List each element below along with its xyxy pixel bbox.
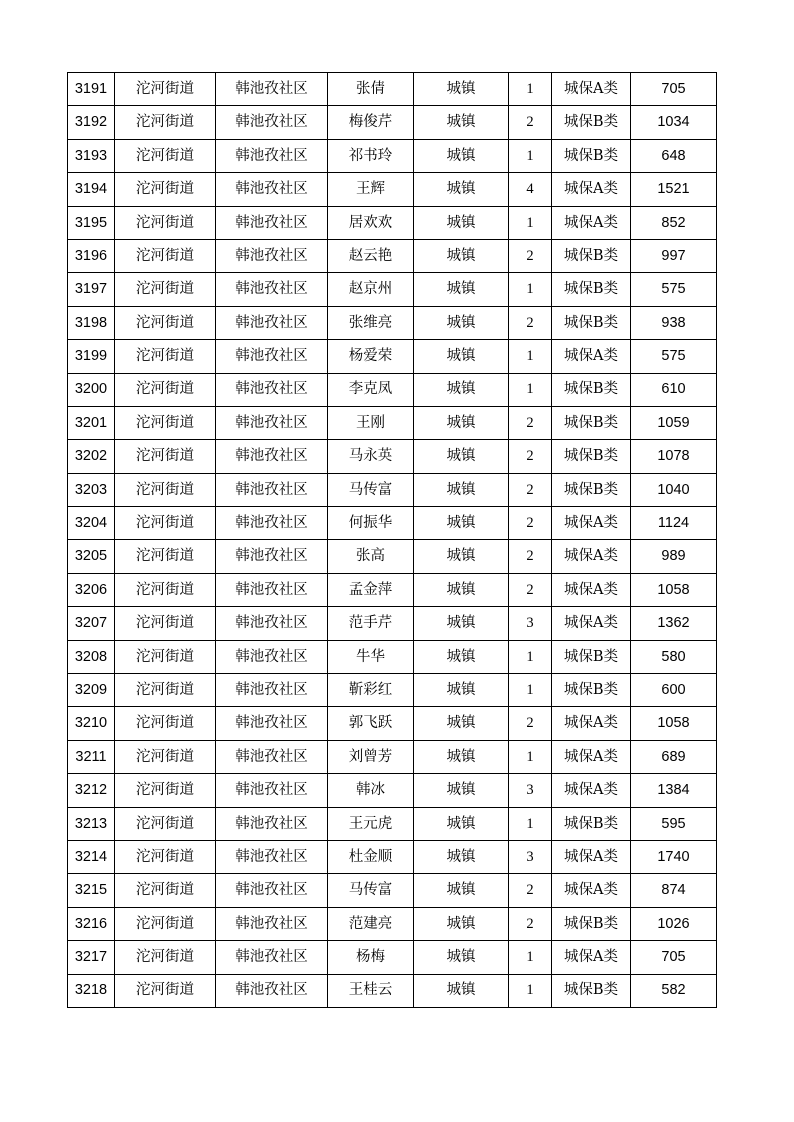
community-cell: 韩池孜社区 bbox=[216, 840, 328, 873]
community-cell: 韩池孜社区 bbox=[216, 273, 328, 306]
category-cell: 城保B类 bbox=[552, 239, 631, 272]
category-cell: 城保A类 bbox=[552, 840, 631, 873]
street-cell: 沱河街道 bbox=[115, 273, 216, 306]
amount-cell: 1078 bbox=[631, 440, 717, 473]
person-name-cell: 何振华 bbox=[328, 507, 414, 540]
record-id-cell: 3198 bbox=[68, 306, 115, 339]
table-row bbox=[68, 573, 717, 606]
community-cell: 韩池孜社区 bbox=[216, 740, 328, 773]
community-cell: 韩池孜社区 bbox=[216, 974, 328, 1007]
category-cell: 城保A类 bbox=[552, 540, 631, 573]
category-cell: 城保A类 bbox=[552, 206, 631, 239]
street-cell: 沱河街道 bbox=[115, 507, 216, 540]
community-cell: 韩池孜社区 bbox=[216, 507, 328, 540]
community-cell: 韩池孜社区 bbox=[216, 874, 328, 907]
street-cell: 沱河街道 bbox=[115, 573, 216, 606]
record-id-cell: 3193 bbox=[68, 139, 115, 172]
community-cell: 韩池孜社区 bbox=[216, 106, 328, 139]
street-cell: 沱河街道 bbox=[115, 540, 216, 573]
person-name-cell: 牛华 bbox=[328, 640, 414, 673]
household-size-cell: 1 bbox=[509, 373, 552, 406]
table-row bbox=[68, 674, 717, 707]
category-cell: 城保A类 bbox=[552, 941, 631, 974]
table-row bbox=[68, 807, 717, 840]
area-type-cell: 城镇 bbox=[414, 707, 509, 740]
area-type-cell: 城镇 bbox=[414, 607, 509, 640]
street-cell: 沱河街道 bbox=[115, 774, 216, 807]
amount-cell: 595 bbox=[631, 807, 717, 840]
record-id-cell: 3202 bbox=[68, 440, 115, 473]
category-cell: 城保A类 bbox=[552, 73, 631, 106]
category-cell: 城保B类 bbox=[552, 406, 631, 439]
category-cell: 城保A类 bbox=[552, 774, 631, 807]
amount-cell: 705 bbox=[631, 941, 717, 974]
table-row bbox=[68, 273, 717, 306]
record-id-cell: 3201 bbox=[68, 406, 115, 439]
community-cell: 韩池孜社区 bbox=[216, 340, 328, 373]
area-type-cell: 城镇 bbox=[414, 573, 509, 606]
community-cell: 韩池孜社区 bbox=[216, 941, 328, 974]
record-id-cell: 3211 bbox=[68, 740, 115, 773]
area-type-cell: 城镇 bbox=[414, 907, 509, 940]
community-cell: 韩池孜社区 bbox=[216, 206, 328, 239]
household-size-cell: 2 bbox=[509, 573, 552, 606]
person-name-cell: 马传富 bbox=[328, 874, 414, 907]
area-type-cell: 城镇 bbox=[414, 273, 509, 306]
area-type-cell: 城镇 bbox=[414, 106, 509, 139]
category-cell: 城保B类 bbox=[552, 106, 631, 139]
record-id-cell: 3209 bbox=[68, 674, 115, 707]
amount-cell: 1124 bbox=[631, 507, 717, 540]
household-size-cell: 1 bbox=[509, 206, 552, 239]
category-cell: 城保B类 bbox=[552, 974, 631, 1007]
record-id-cell: 3200 bbox=[68, 373, 115, 406]
street-cell: 沱河街道 bbox=[115, 139, 216, 172]
person-name-cell: 赵京州 bbox=[328, 273, 414, 306]
household-size-cell: 2 bbox=[509, 540, 552, 573]
area-type-cell: 城镇 bbox=[414, 306, 509, 339]
street-cell: 沱河街道 bbox=[115, 640, 216, 673]
household-size-cell: 3 bbox=[509, 840, 552, 873]
street-cell: 沱河街道 bbox=[115, 807, 216, 840]
person-name-cell: 赵云艳 bbox=[328, 239, 414, 272]
category-cell: 城保A类 bbox=[552, 707, 631, 740]
community-cell: 韩池孜社区 bbox=[216, 73, 328, 106]
household-size-cell: 1 bbox=[509, 640, 552, 673]
record-id-cell: 3205 bbox=[68, 540, 115, 573]
record-id-cell: 3192 bbox=[68, 106, 115, 139]
area-type-cell: 城镇 bbox=[414, 507, 509, 540]
table-row bbox=[68, 206, 717, 239]
community-cell: 韩池孜社区 bbox=[216, 774, 328, 807]
amount-cell: 1059 bbox=[631, 406, 717, 439]
household-size-cell: 1 bbox=[509, 273, 552, 306]
amount-cell: 1521 bbox=[631, 173, 717, 206]
community-cell: 韩池孜社区 bbox=[216, 473, 328, 506]
area-type-cell: 城镇 bbox=[414, 239, 509, 272]
area-type-cell: 城镇 bbox=[414, 874, 509, 907]
area-type-cell: 城镇 bbox=[414, 674, 509, 707]
record-id-cell: 3206 bbox=[68, 573, 115, 606]
street-cell: 沱河街道 bbox=[115, 440, 216, 473]
table-row bbox=[68, 540, 717, 573]
amount-cell: 1384 bbox=[631, 774, 717, 807]
household-size-cell: 1 bbox=[509, 941, 552, 974]
category-cell: 城保B类 bbox=[552, 807, 631, 840]
area-type-cell: 城镇 bbox=[414, 774, 509, 807]
amount-cell: 1362 bbox=[631, 607, 717, 640]
table-row bbox=[68, 139, 717, 172]
household-size-cell: 3 bbox=[509, 607, 552, 640]
record-id-cell: 3217 bbox=[68, 941, 115, 974]
record-id-cell: 3216 bbox=[68, 907, 115, 940]
household-size-cell: 2 bbox=[509, 106, 552, 139]
person-name-cell: 王辉 bbox=[328, 173, 414, 206]
table-row bbox=[68, 473, 717, 506]
street-cell: 沱河街道 bbox=[115, 740, 216, 773]
table-row bbox=[68, 974, 717, 1007]
area-type-cell: 城镇 bbox=[414, 941, 509, 974]
community-cell: 韩池孜社区 bbox=[216, 306, 328, 339]
street-cell: 沱河街道 bbox=[115, 406, 216, 439]
community-cell: 韩池孜社区 bbox=[216, 573, 328, 606]
street-cell: 沱河街道 bbox=[115, 239, 216, 272]
household-size-cell: 2 bbox=[509, 440, 552, 473]
area-type-cell: 城镇 bbox=[414, 206, 509, 239]
community-cell: 韩池孜社区 bbox=[216, 139, 328, 172]
category-cell: 城保B类 bbox=[552, 139, 631, 172]
household-size-cell: 2 bbox=[509, 306, 552, 339]
household-size-cell: 2 bbox=[509, 406, 552, 439]
category-cell: 城保A类 bbox=[552, 607, 631, 640]
category-cell: 城保A类 bbox=[552, 507, 631, 540]
person-name-cell: 孟金萍 bbox=[328, 573, 414, 606]
area-type-cell: 城镇 bbox=[414, 540, 509, 573]
category-cell: 城保B类 bbox=[552, 907, 631, 940]
household-size-cell: 2 bbox=[509, 874, 552, 907]
community-cell: 韩池孜社区 bbox=[216, 173, 328, 206]
area-type-cell: 城镇 bbox=[414, 840, 509, 873]
table-row bbox=[68, 740, 717, 773]
person-name-cell: 王桂云 bbox=[328, 974, 414, 1007]
table-row bbox=[68, 707, 717, 740]
area-type-cell: 城镇 bbox=[414, 373, 509, 406]
record-id-cell: 3203 bbox=[68, 473, 115, 506]
table-row bbox=[68, 173, 717, 206]
amount-cell: 1058 bbox=[631, 707, 717, 740]
person-name-cell: 张倩 bbox=[328, 73, 414, 106]
category-cell: 城保A类 bbox=[552, 874, 631, 907]
table-row bbox=[68, 640, 717, 673]
household-size-cell: 2 bbox=[509, 507, 552, 540]
table-row bbox=[68, 73, 717, 106]
table-row bbox=[68, 874, 717, 907]
record-id-cell: 3191 bbox=[68, 73, 115, 106]
category-cell: 城保B类 bbox=[552, 306, 631, 339]
person-name-cell: 王元虎 bbox=[328, 807, 414, 840]
amount-cell: 874 bbox=[631, 874, 717, 907]
record-id-cell: 3204 bbox=[68, 507, 115, 540]
community-cell: 韩池孜社区 bbox=[216, 540, 328, 573]
street-cell: 沱河街道 bbox=[115, 306, 216, 339]
category-cell: 城保B类 bbox=[552, 373, 631, 406]
area-type-cell: 城镇 bbox=[414, 473, 509, 506]
area-type-cell: 城镇 bbox=[414, 340, 509, 373]
street-cell: 沱河街道 bbox=[115, 674, 216, 707]
person-name-cell: 祁书玲 bbox=[328, 139, 414, 172]
area-type-cell: 城镇 bbox=[414, 73, 509, 106]
category-cell: 城保B类 bbox=[552, 674, 631, 707]
area-type-cell: 城镇 bbox=[414, 740, 509, 773]
person-name-cell: 杜金顺 bbox=[328, 840, 414, 873]
record-id-cell: 3208 bbox=[68, 640, 115, 673]
community-cell: 韩池孜社区 bbox=[216, 406, 328, 439]
amount-cell: 997 bbox=[631, 239, 717, 272]
record-id-cell: 3195 bbox=[68, 206, 115, 239]
record-id-cell: 3196 bbox=[68, 239, 115, 272]
amount-cell: 689 bbox=[631, 740, 717, 773]
household-size-cell: 4 bbox=[509, 173, 552, 206]
household-size-cell: 2 bbox=[509, 907, 552, 940]
household-size-cell: 1 bbox=[509, 674, 552, 707]
person-name-cell: 马传富 bbox=[328, 473, 414, 506]
record-id-cell: 3207 bbox=[68, 607, 115, 640]
person-name-cell: 范建亮 bbox=[328, 907, 414, 940]
community-cell: 韩池孜社区 bbox=[216, 607, 328, 640]
person-name-cell: 刘曾芳 bbox=[328, 740, 414, 773]
record-id-cell: 3197 bbox=[68, 273, 115, 306]
person-name-cell: 郭飞跃 bbox=[328, 707, 414, 740]
household-size-cell: 1 bbox=[509, 807, 552, 840]
table-row bbox=[68, 507, 717, 540]
roster-table bbox=[67, 72, 717, 1008]
community-cell: 韩池孜社区 bbox=[216, 707, 328, 740]
amount-cell: 1026 bbox=[631, 907, 717, 940]
street-cell: 沱河街道 bbox=[115, 106, 216, 139]
person-name-cell: 梅俊芹 bbox=[328, 106, 414, 139]
household-size-cell: 1 bbox=[509, 139, 552, 172]
category-cell: 城保B类 bbox=[552, 273, 631, 306]
table-row bbox=[68, 406, 717, 439]
household-size-cell: 3 bbox=[509, 774, 552, 807]
community-cell: 韩池孜社区 bbox=[216, 239, 328, 272]
person-name-cell: 靳彩红 bbox=[328, 674, 414, 707]
household-size-cell: 2 bbox=[509, 473, 552, 506]
community-cell: 韩池孜社区 bbox=[216, 440, 328, 473]
area-type-cell: 城镇 bbox=[414, 406, 509, 439]
household-size-cell: 1 bbox=[509, 340, 552, 373]
record-id-cell: 3214 bbox=[68, 840, 115, 873]
amount-cell: 648 bbox=[631, 139, 717, 172]
amount-cell: 582 bbox=[631, 974, 717, 1007]
area-type-cell: 城镇 bbox=[414, 440, 509, 473]
record-id-cell: 3218 bbox=[68, 974, 115, 1007]
record-id-cell: 3199 bbox=[68, 340, 115, 373]
table-row bbox=[68, 941, 717, 974]
amount-cell: 610 bbox=[631, 373, 717, 406]
street-cell: 沱河街道 bbox=[115, 340, 216, 373]
household-size-cell: 2 bbox=[509, 707, 552, 740]
amount-cell: 580 bbox=[631, 640, 717, 673]
amount-cell: 705 bbox=[631, 73, 717, 106]
table-row bbox=[68, 239, 717, 272]
household-size-cell: 1 bbox=[509, 740, 552, 773]
person-name-cell: 马永英 bbox=[328, 440, 414, 473]
street-cell: 沱河街道 bbox=[115, 874, 216, 907]
area-type-cell: 城镇 bbox=[414, 640, 509, 673]
community-cell: 韩池孜社区 bbox=[216, 373, 328, 406]
amount-cell: 1034 bbox=[631, 106, 717, 139]
household-size-cell: 1 bbox=[509, 73, 552, 106]
household-size-cell: 2 bbox=[509, 239, 552, 272]
street-cell: 沱河街道 bbox=[115, 941, 216, 974]
community-cell: 韩池孜社区 bbox=[216, 640, 328, 673]
community-cell: 韩池孜社区 bbox=[216, 907, 328, 940]
street-cell: 沱河街道 bbox=[115, 607, 216, 640]
person-name-cell: 范手芹 bbox=[328, 607, 414, 640]
table-row bbox=[68, 106, 717, 139]
area-type-cell: 城镇 bbox=[414, 139, 509, 172]
person-name-cell: 张高 bbox=[328, 540, 414, 573]
category-cell: 城保A类 bbox=[552, 573, 631, 606]
community-cell: 韩池孜社区 bbox=[216, 807, 328, 840]
table-row bbox=[68, 774, 717, 807]
record-id-cell: 3213 bbox=[68, 807, 115, 840]
community-cell: 韩池孜社区 bbox=[216, 674, 328, 707]
street-cell: 沱河街道 bbox=[115, 974, 216, 1007]
table-row bbox=[68, 840, 717, 873]
amount-cell: 600 bbox=[631, 674, 717, 707]
area-type-cell: 城镇 bbox=[414, 807, 509, 840]
amount-cell: 852 bbox=[631, 206, 717, 239]
street-cell: 沱河街道 bbox=[115, 373, 216, 406]
roster-body bbox=[68, 73, 717, 1008]
area-type-cell: 城镇 bbox=[414, 173, 509, 206]
category-cell: 城保B类 bbox=[552, 640, 631, 673]
record-id-cell: 3210 bbox=[68, 707, 115, 740]
household-size-cell: 1 bbox=[509, 974, 552, 1007]
amount-cell: 1058 bbox=[631, 573, 717, 606]
table-row bbox=[68, 340, 717, 373]
amount-cell: 1040 bbox=[631, 473, 717, 506]
person-name-cell: 王刚 bbox=[328, 406, 414, 439]
person-name-cell: 张维亮 bbox=[328, 306, 414, 339]
table-row bbox=[68, 907, 717, 940]
table-row bbox=[68, 306, 717, 339]
area-type-cell: 城镇 bbox=[414, 974, 509, 1007]
amount-cell: 1740 bbox=[631, 840, 717, 873]
table-row bbox=[68, 607, 717, 640]
amount-cell: 575 bbox=[631, 340, 717, 373]
street-cell: 沱河街道 bbox=[115, 707, 216, 740]
person-name-cell: 韩冰 bbox=[328, 774, 414, 807]
street-cell: 沱河街道 bbox=[115, 73, 216, 106]
amount-cell: 938 bbox=[631, 306, 717, 339]
person-name-cell: 杨梅 bbox=[328, 941, 414, 974]
street-cell: 沱河街道 bbox=[115, 840, 216, 873]
record-id-cell: 3212 bbox=[68, 774, 115, 807]
category-cell: 城保A类 bbox=[552, 340, 631, 373]
street-cell: 沱河街道 bbox=[115, 173, 216, 206]
category-cell: 城保B类 bbox=[552, 473, 631, 506]
street-cell: 沱河街道 bbox=[115, 206, 216, 239]
street-cell: 沱河街道 bbox=[115, 907, 216, 940]
record-id-cell: 3194 bbox=[68, 173, 115, 206]
category-cell: 城保A类 bbox=[552, 173, 631, 206]
person-name-cell: 居欢欢 bbox=[328, 206, 414, 239]
amount-cell: 989 bbox=[631, 540, 717, 573]
person-name-cell: 杨爱荣 bbox=[328, 340, 414, 373]
record-id-cell: 3215 bbox=[68, 874, 115, 907]
person-name-cell: 李克凤 bbox=[328, 373, 414, 406]
street-cell: 沱河街道 bbox=[115, 473, 216, 506]
category-cell: 城保A类 bbox=[552, 740, 631, 773]
amount-cell: 575 bbox=[631, 273, 717, 306]
table-row bbox=[68, 373, 717, 406]
category-cell: 城保B类 bbox=[552, 440, 631, 473]
table-row bbox=[68, 440, 717, 473]
